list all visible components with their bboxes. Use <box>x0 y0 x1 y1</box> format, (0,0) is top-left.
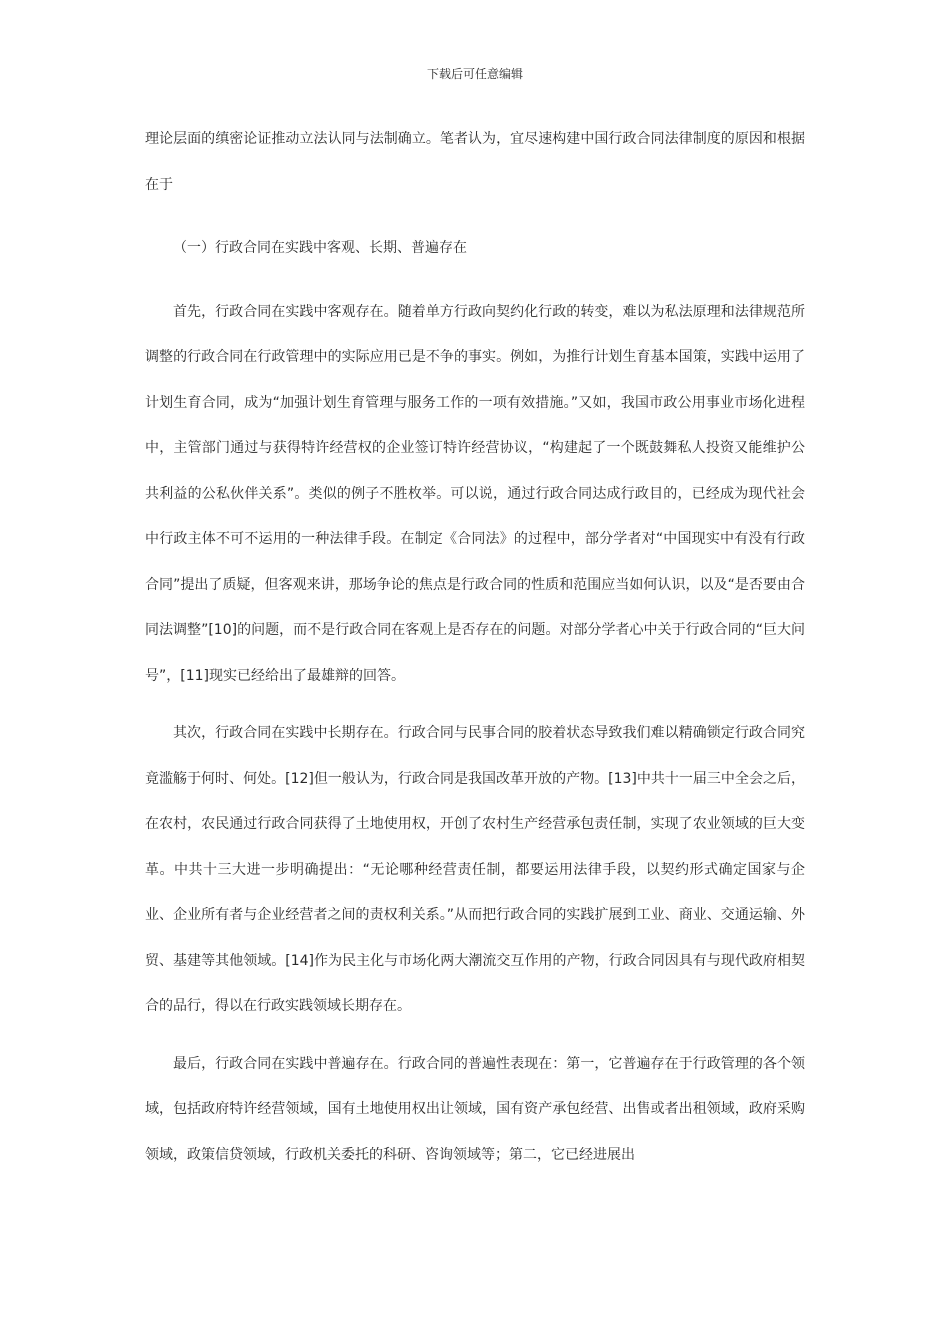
paragraph-third: 最后，行政合同在实践中普遍存在。行政合同的普遍性表现在：第一，它普遍存在于行政管理的各个领域，包括政府特许经营领域，国有土地使用权出让领域，国有资产承包经营、出售或者出租领域，政府采购领域，政策信贷领域，行政机关委托的科研、咨询领域等；第二，它已经进展出 <box>145 1055 805 1163</box>
section-heading: （一）行政合同在实践中客观、长期、普遍存在 <box>173 240 467 256</box>
document-body <box>145 117 805 1178</box>
page-header: 下载后可任意编辑 <box>426 67 523 81</box>
paragraph-second: 其次，行政合同在实践中长期存在。行政合同与民事合同的胶着状态导致我们难以精确锁定行政合同究竟滥觞于何时、何处。[12]但一般认为，行政合同是我国改革开放的产物。[13]中共十一届三中全会之后，在农村，农民通过行政合同获得了土地使用权，开创了农村生产经营承包责任制，实现了农业领域的巨大变革。中共十三大进一步明确提出：“无论哪种经营责任制，都要运用法律手段，以契约形式确定国家与企业、企业所有者与企业经营者之间的责权利关系。”从而把行政合同的实践扩展到工业、商业、交通运输、外贸、基建等其他领域。[14]作为民主化与市场化两大潮流交互作用的产物，行政合同因具有与现代政府相契合的品行，得以在行政实践领域长期存在。 <box>145 725 805 1014</box>
paragraph-first: 首先，行政合同在实践中客观存在。随着单方行政向契约化行政的转变，难以为私法原理和法律规范所调整的行政合同在行政管理中的实际应用已是不争的事实。例如，为推行计划生育基本国策，实践中运用了计划生育合同，成为“加强计划生育管理与服务工作的一项有效措施。”又如，我国市政公用事业市场化进程中，主管部门通过与获得特许经营权的企业签订特许经营协议，“构建起了一个既鼓舞私人投资又能维护公共利益的公私伙伴关系”。类似的例子不胜枚举。可以说，通过行政合同达成行政目的，已经成为现代社会中行政主体不可不运用的一种法律手段。在制定《合同法》的过程中，部分学者对“中国现实中有没有行政合同”提出了质疑，但客观来讲，那场争论的焦点是行政合同的性质和范围应当如何认识，以及“是否要由合同法调整”[10]的问题，而不是行政合同在客观上是否存在的问题。对部分学者心中关于行政合同的“巨大问号”，[11]现实已经给出了最雄辩的回答。 <box>145 303 805 684</box>
continuation-paragraph: 理论层面的缜密论证推动立法认同与法制确立。笔者认为，宜尽速构建中国行政合同法律制度的原因和根据在于 <box>145 131 805 193</box>
